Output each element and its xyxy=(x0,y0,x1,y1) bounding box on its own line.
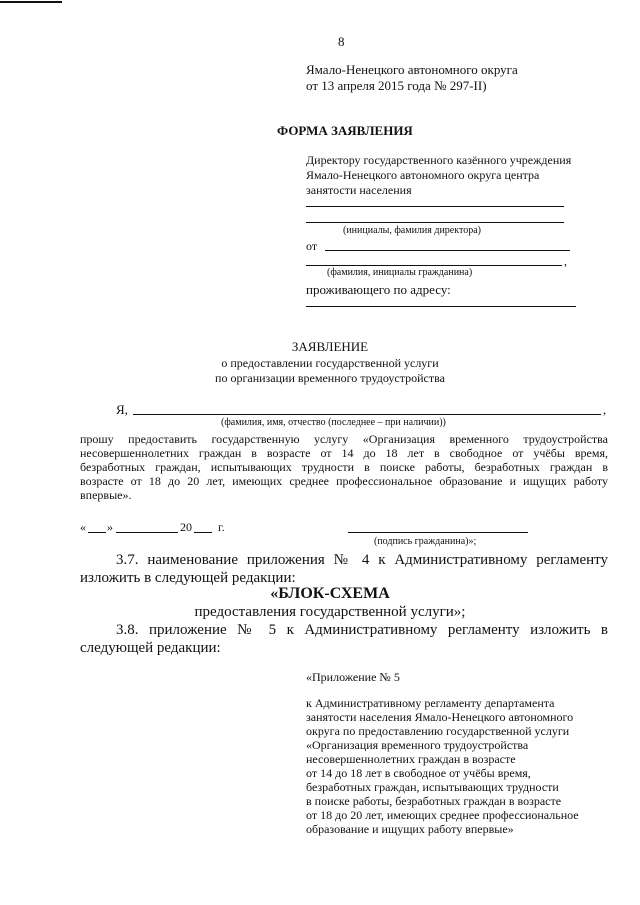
appendix-line-5: несовершеннолетних граждан в возрасте xyxy=(306,752,516,766)
director-caption: (инициалы, фамилия директора) xyxy=(343,225,481,236)
appendix-line-7: безработных граждан, испытывающих трудности xyxy=(306,780,559,794)
director-blank-line-2 xyxy=(306,222,564,223)
request-line-2: несовершеннолетних граждан в возрасте от 14 до 18 лет в свободное от учёбы время, xyxy=(80,446,608,460)
address-blank-line xyxy=(306,306,576,307)
request-line-5: впервые». xyxy=(80,488,132,502)
page-number: 8 xyxy=(338,34,345,49)
i-label: Я, xyxy=(116,402,128,417)
item-3-8-line-1: 3.8. приложение № 5 к Административному регламенту изложить в xyxy=(116,622,608,638)
request-line-4: возрасте от 18 до 20 лет, имеющих среднее профессиональное образование и ищущих работу xyxy=(80,474,608,488)
fio-blank-line xyxy=(133,414,601,415)
citizen-caption: (фамилия, инициалы гражданина) xyxy=(327,267,473,278)
item-3-7 xyxy=(80,551,608,587)
appendix-line-2: занятости населения Ямало-Ненецкого автономного xyxy=(306,710,574,724)
from-blank-line xyxy=(325,250,570,251)
header-line-1: Ямало-Ненецкого автономного округа xyxy=(306,62,518,77)
date-year-blank xyxy=(194,532,212,533)
date-open-quote: « xyxy=(80,520,86,534)
date-month-blank xyxy=(116,532,178,533)
director-blank-line-1 xyxy=(306,206,564,207)
date-day-blank xyxy=(88,532,106,533)
statement-title: ЗАЯВЛЕНИЕ xyxy=(291,339,369,354)
appendix-title: «Приложение № 5 xyxy=(306,670,400,684)
request-paragraph xyxy=(80,432,608,502)
statement-subtitle-2: по организации временного трудоустройства xyxy=(215,371,445,385)
block-scheme-subtitle: предоставления государственной услуги»; xyxy=(194,604,466,620)
appendix-text xyxy=(306,696,616,836)
top-rule xyxy=(0,1,62,3)
appendix-line-8: в поиске работы, безработных граждан в возрасте xyxy=(306,794,562,808)
statement-subtitle-1: о предоставлении государственной услуги xyxy=(221,356,439,370)
appendix-line-10: образование и ищущих работу впервые» xyxy=(306,822,514,836)
appendix-line-6: от 14 до 18 лет в свободное от учёбы время, xyxy=(306,766,531,780)
date-close-quote: » xyxy=(107,520,113,534)
form-title: ФОРМА ЗАЯВЛЕНИЯ xyxy=(277,123,413,138)
item-3-7-line-1: 3.7. наименование приложения № 4 к Административному регламенту xyxy=(116,552,608,568)
request-line-3: безработных граждан, испытывающих трудности в поиске работы, безработных граждан в xyxy=(80,460,608,474)
item-3-8 xyxy=(80,621,608,657)
addressee-line-1: Директору государственного казённого учреждения xyxy=(306,153,572,167)
fio-caption: (фамилия, имя, отчество (последнее – при наличии)) xyxy=(221,417,446,428)
appendix-line-9: от 18 до 20 лет, имеющих среднее профессиональное xyxy=(306,808,579,822)
appendix-line-1: к Административному регламенту департамента xyxy=(306,696,555,710)
date-century: 20 xyxy=(180,520,192,534)
header-line-2: от 13 апреля 2015 года № 297-II) xyxy=(306,78,487,93)
date-suffix: г. xyxy=(218,520,225,534)
appendix-line-4: «Организация временного трудоустройства xyxy=(306,738,529,752)
residing-label: проживающего по адресу: xyxy=(306,282,451,297)
i-comma: , xyxy=(603,402,607,417)
item-3-8-line-2: следующей редакции: xyxy=(80,640,221,656)
from-comma: , xyxy=(564,254,567,268)
from-label: от xyxy=(306,239,318,253)
block-scheme-title: «БЛОК-СХЕМА xyxy=(270,585,390,602)
item-3-7-line-2: изложить в следующей редакции: xyxy=(80,570,296,586)
signature-blank-line xyxy=(348,532,528,533)
request-line-1: прошу предоставить государственную услугу «Организация временного трудоустройства xyxy=(80,432,608,446)
from-blank-line-2 xyxy=(306,265,562,266)
appendix-line-3: округа по предоставлению государственной услуги xyxy=(306,724,570,738)
addressee-line-3: занятости населения xyxy=(306,183,412,197)
addressee-line-2: Ямало-Ненецкого автономного округа центра xyxy=(306,168,540,182)
signature-caption: (подпись гражданина)»; xyxy=(374,536,477,547)
